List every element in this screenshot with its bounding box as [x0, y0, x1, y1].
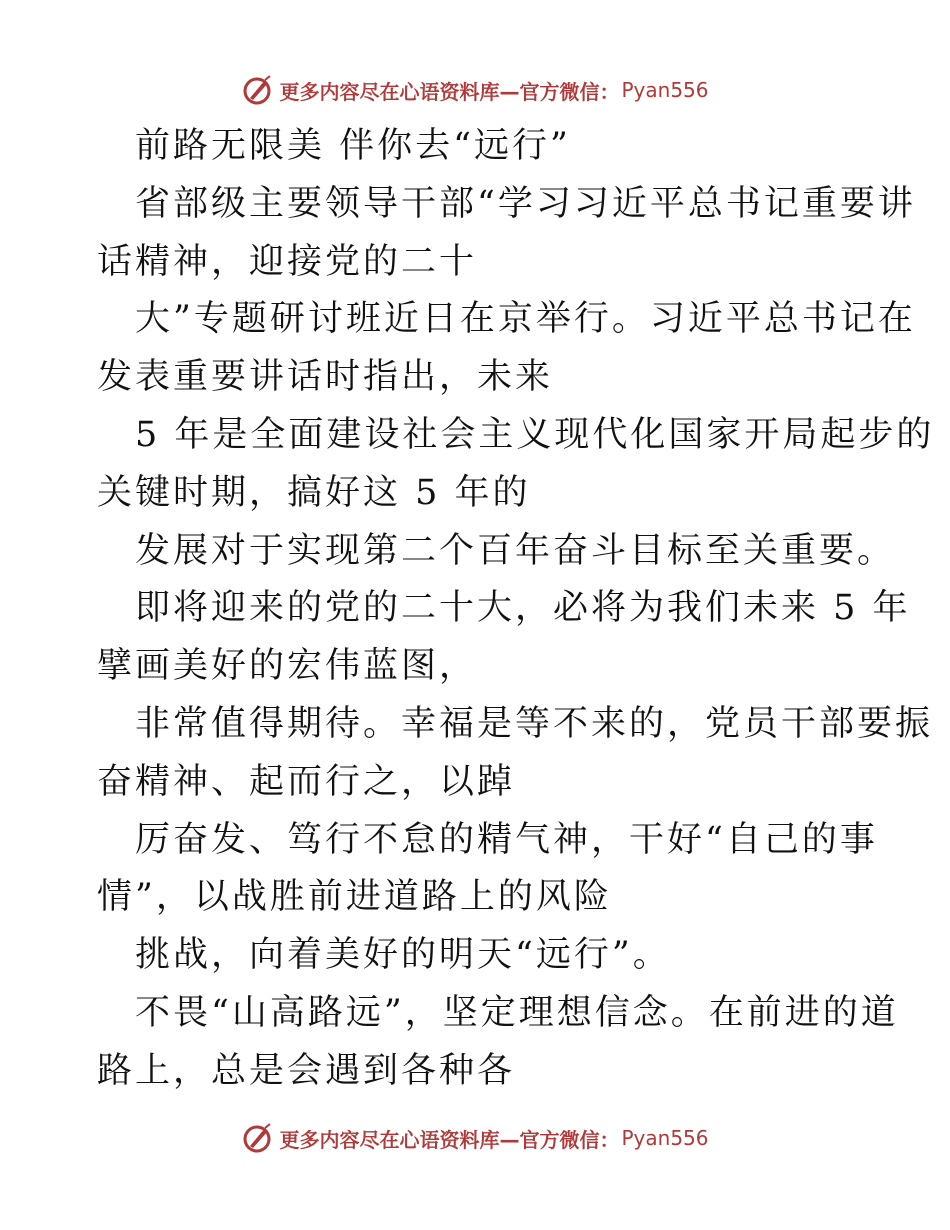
text-line: 发展对于实现第二个百年奋斗目标至关重要。	[135, 530, 896, 571]
footer-banner	[0, 1118, 950, 1158]
text-line: 前路无限美 伴你去“远行”	[135, 126, 571, 166]
wechat-id: Pyan556	[621, 1126, 709, 1150]
text-line: 关键时期，搞好这 5 年的	[97, 472, 531, 513]
text-line: 情”，以战胜前进道路上的风险	[97, 877, 612, 918]
quill-pen-logo-icon	[241, 1122, 273, 1154]
text-line: 发表重要讲话时指出，未来	[97, 357, 554, 398]
text-line: 5 年是全面建设社会主义现代化国家开局起步的	[135, 414, 935, 455]
text-line: 非常值得期待。幸福是等不来的，党员干部要振	[135, 703, 934, 744]
wechat-id: Pyan556	[621, 78, 709, 102]
text-line: 不畏“山高路远”，坚定理想信念。在前进的道	[135, 992, 899, 1033]
banner-text: 更多内容尽在心语资料库—官方微信：	[279, 79, 620, 104]
banner-text: 更多内容尽在心语资料库—官方微信：	[279, 1127, 620, 1152]
header-banner	[0, 70, 950, 110]
quill-pen-logo-icon	[241, 74, 273, 106]
text-line: 厉奋发、笃行不怠的精气神，干好“自己的事	[135, 819, 878, 860]
text-line: 即将迎来的党的二十大，必将为我们未来 5 年	[135, 588, 911, 629]
text-line: 大”专题研讨班近日在京举行。习近平总书记在	[135, 299, 916, 340]
text-line: 奋精神、起而行之，以踔	[97, 761, 516, 802]
text-line: 挑战，向着美好的明天“远行”。	[135, 935, 671, 976]
text-line: 路上，总是会遇到各种各	[97, 1050, 516, 1091]
article-body	[97, 118, 935, 1101]
text-line: 话精神，迎接党的二十	[97, 241, 478, 282]
text-line: 擘画美好的宏伟蓝图，	[97, 646, 478, 687]
text-line: 省部级主要领导干部“学习习近平总书记重要讲	[135, 183, 916, 224]
